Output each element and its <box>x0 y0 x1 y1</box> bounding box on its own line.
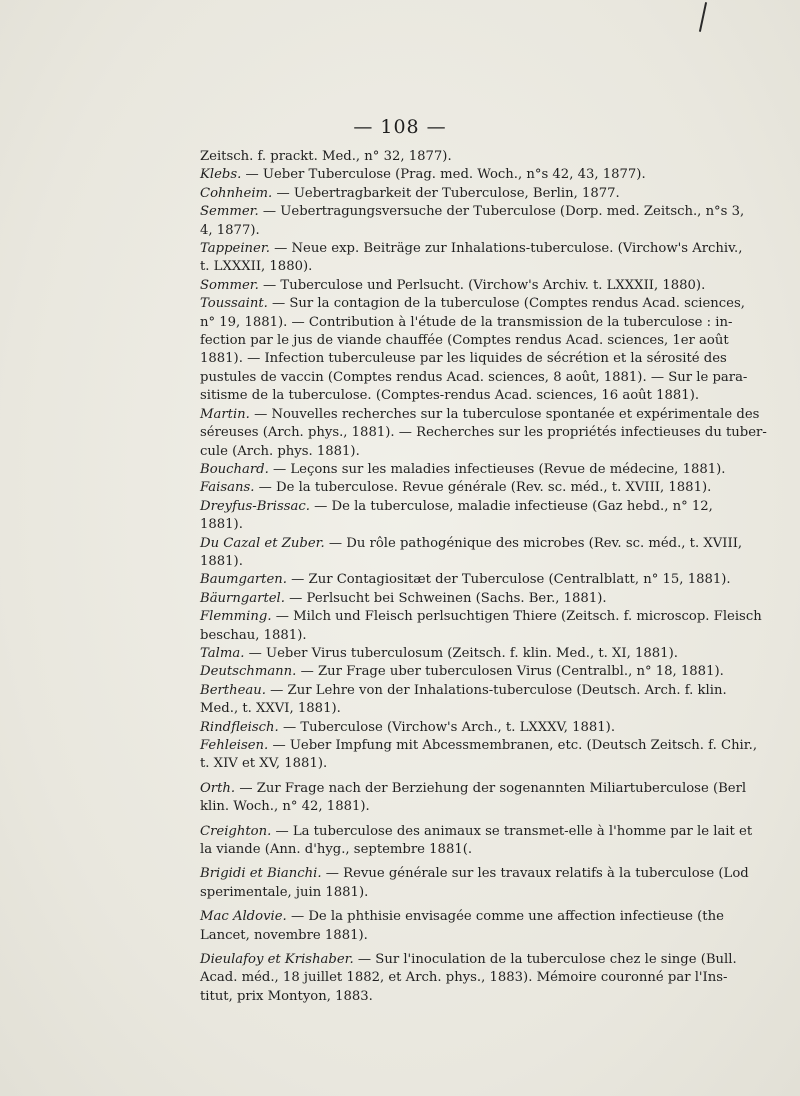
entry-author: Fehleisen. <box>200 738 269 753</box>
entry-text: t. XIV et XV, 1881). <box>200 756 328 772</box>
entry-line <box>200 798 656 816</box>
entry-text: 4, 1877). <box>200 222 260 238</box>
entry-author: Cohnheim. <box>200 185 273 201</box>
entry-line <box>200 927 656 945</box>
entry-text: fection par le jus de viande chauffée (Comptes rendus Acad. sciences, 1er août <box>200 333 729 349</box>
bibliography-entry <box>200 571 731 589</box>
entry-line <box>200 780 747 798</box>
entry-line <box>200 240 743 258</box>
entry-text: n° 19, 1881). — Contribution à l'étude de la transmission de la tuberculose : in- <box>200 314 733 330</box>
bibliography-entry <box>200 203 745 240</box>
entry-text: — De la tuberculose. Revue générale (Rev. sc. méd., t. XVIII, 1881). <box>258 480 712 496</box>
bibliography-entry <box>200 148 656 166</box>
entry-line <box>200 951 737 969</box>
entry-line <box>200 516 656 534</box>
entry-author: Dreyfus-Brissac. <box>200 498 310 514</box>
entry-author: Dieulafoy et Krishaber. <box>200 952 354 968</box>
entry-line <box>200 369 748 387</box>
entry-text: — Ueber Impfung mit Abcessmembranen, etc. (Deutsch Zeitsch. f. Chir., <box>272 738 758 753</box>
entry-text: — Zur Lehre von der Inhalations-tuberculose (Deutsch. Arch. f. klin. <box>270 682 727 698</box>
entry-text: sitisme de la tuberculose. (Comptes-rendus Acad. sciences, 16 août 1881). <box>200 388 700 404</box>
entry-line <box>200 387 700 405</box>
entry-line <box>200 443 656 461</box>
entry-author: Bertheau. <box>200 682 266 698</box>
entry-text: 1881). <box>200 517 243 533</box>
bibliography-entry <box>200 780 747 817</box>
entry-line <box>200 682 727 700</box>
entry-text: — Milch und Fleisch perlsuchtigen Thiere (Zeitsch. f. microscop. Fleisch <box>275 609 762 625</box>
entry-text: — La tuberculose des animaux se transmet-elle à l'homme par le lait et <box>275 823 753 839</box>
entry-line <box>200 314 733 332</box>
entry-author: Mac Aldovie. <box>200 909 287 925</box>
entry-text: t. LXXXII, 1880). <box>200 259 313 275</box>
entry-text: — Zur Contagiositæt der Tuberculose (Centralblatt, n° 15, 1881). <box>291 572 731 588</box>
entry-line <box>200 884 656 902</box>
entry-line <box>200 295 745 313</box>
bibliography-entry <box>200 663 724 681</box>
entry-author: Tappeiner. <box>200 241 270 257</box>
entry-line <box>200 166 656 184</box>
entry-text: la viande (Ann. d'hyg., septembre 1881(. <box>200 842 473 858</box>
entry-line <box>200 908 724 926</box>
bibliography-entry <box>200 608 762 645</box>
entry-text: — De la phthisie envisagée comme une affection infectieuse (the <box>290 909 724 925</box>
bibliography-entry <box>200 240 743 277</box>
entry-line <box>200 203 745 221</box>
entry-line <box>200 571 731 589</box>
entry-text: — Leçons sur les maladies infectieuses (Revue de médecine, 1881). <box>273 461 726 477</box>
entry-text: Med., t. XXVI, 1881). <box>200 701 341 717</box>
entry-line <box>200 277 706 295</box>
entry-author: Baumgarten. <box>200 572 287 588</box>
bibliography-entry <box>200 719 656 737</box>
entry-author: Martin. <box>200 406 250 422</box>
entry-line <box>200 332 729 350</box>
bibliography-entry <box>200 406 767 461</box>
entry-author: Du Cazal et Zuber. <box>200 535 325 551</box>
entry-text: titut, prix Montyon, 1883. <box>200 988 373 1004</box>
entry-line <box>200 865 749 883</box>
bibliography-entry <box>200 908 724 945</box>
entry-line <box>200 823 753 841</box>
entry-text: — Sur la contagion de la tuberculose (Comptes rendus Acad. sciences, <box>272 296 745 312</box>
entry-line <box>200 479 712 497</box>
entry-text: — Nouvelles recherches sur la tuberculose spontanée et expérimentale des <box>254 406 760 422</box>
entry-line <box>200 700 656 718</box>
bibliography-entry <box>200 479 712 497</box>
entry-text: — Uebertragungsversuche der Tuberculose (Dorp. med. Zeitsch., n°s 3, <box>262 204 745 220</box>
entry-author: Creighton. <box>200 823 272 839</box>
entry-line <box>200 406 760 424</box>
entry-text: Acad. méd., 18 juillet 1882, et Arch. phys., 1883). Mémoire couronné par l'Ins- <box>200 970 728 986</box>
bibliography-entry <box>200 277 706 295</box>
entry-line <box>200 627 656 645</box>
entry-line <box>200 424 767 442</box>
entry-line <box>200 645 678 663</box>
entry-line <box>200 608 762 626</box>
entry-line <box>200 553 656 571</box>
entry-line <box>200 148 656 166</box>
bibliography-entry <box>200 682 727 719</box>
bibliography-entry <box>200 498 713 535</box>
entry-line <box>200 258 656 276</box>
entry-text: — Tuberculose (Virchow's Arch., t. LXXXV, 1881). <box>282 719 616 735</box>
entry-author: Toussaint. <box>200 296 268 312</box>
entry-text: — Ueber Virus tuberculosum (Zeitsch. f. klin. Med., t. XI, 1881). <box>248 645 678 661</box>
entry-author: Bäurngartel. <box>200 590 285 606</box>
entry-author: Orth. <box>200 780 236 796</box>
bibliography-entry <box>200 823 753 860</box>
entry-author: Flemming. <box>200 609 272 625</box>
bibliography-entry <box>200 865 749 902</box>
entry-text: 1881). — Infection tuberculeuse par les liquides de sécrétion et la sérosité des <box>200 351 727 367</box>
entry-text: — Ueber Tuberculose (Prag. med. Woch., n°s 42, 43, 1877). <box>245 167 646 183</box>
bibliography-entry <box>200 951 737 1006</box>
entry-text: klin. Woch., n° 42, 1881). <box>200 799 370 815</box>
entry-line <box>200 988 656 1006</box>
entry-line <box>200 350 727 368</box>
entry-text: — Sur l'inoculation de la tuberculose chez le singe (Bull. <box>357 952 737 968</box>
entry-text: 1881). <box>200 553 243 569</box>
bibliography-entry <box>200 590 656 608</box>
entry-author: Semmer. <box>200 204 259 220</box>
page-number: — 108 — <box>353 116 447 138</box>
entry-text: — De la tuberculose, maladie infectieuse (Gaz hebd., n° 12, <box>314 498 713 514</box>
bibliography-entry <box>200 535 743 572</box>
entry-line <box>200 755 656 773</box>
bibliography-entry <box>200 645 678 663</box>
entry-text: — Zur Frage nach der Berziehung der sogenannten Miliartuberculose (Berl <box>239 780 747 796</box>
entry-author: Deutschmann. <box>200 664 297 680</box>
entry-text: — Zur Frage uber tuberculosen Virus (Centralbl., n° 18, 1881). <box>300 664 724 680</box>
entry-text: Lancet, novembre 1881). <box>200 927 368 943</box>
entry-text: — Uebertragbarkeit der Tuberculose, Berlin, 1877. <box>276 185 620 201</box>
entry-text: pustules de vaccin (Comptes rendus Acad. sciences, 8 août, 1881). — Sur le para- <box>200 369 748 385</box>
entry-text: Zeitsch. f. prackt. Med., n° 32, 1877). <box>200 149 452 164</box>
pen-mark <box>699 2 707 32</box>
bibliography-entry <box>200 737 758 774</box>
entry-line <box>200 498 713 516</box>
entry-author: Brigidi et Bianchi. <box>200 866 322 882</box>
entry-line <box>200 185 656 203</box>
entry-line <box>200 222 656 240</box>
entry-author: Talma. <box>200 645 245 661</box>
bibliography-entry <box>200 295 748 405</box>
bibliography-entry <box>200 461 726 479</box>
entry-line <box>200 969 728 987</box>
entry-text: cule (Arch. phys. 1881). <box>200 443 360 459</box>
entry-line <box>200 461 726 479</box>
entry-line <box>200 663 724 681</box>
entry-author: Rindfleisch. <box>200 719 279 735</box>
entry-line <box>200 590 656 608</box>
bibliography-entry <box>200 185 656 203</box>
entry-text: — Tuberculose und Perlsucht. (Virchow's Archiv. t. LXXXII, 1880). <box>263 277 706 293</box>
entry-text: — Revue générale sur les travaux relatifs à la tuberculose (Lod <box>325 866 749 882</box>
entry-author: Faisans. <box>200 480 255 496</box>
entry-line <box>200 535 743 553</box>
entry-line <box>200 719 656 737</box>
entry-line <box>200 841 656 859</box>
entry-text: — Neue exp. Beiträge zur Inhalations-tuberculose. (Virchow's Archiv., <box>274 241 743 257</box>
entry-text: — Perlsucht bei Schweinen (Sachs. Ber., 1881). <box>289 590 607 606</box>
entry-text: séreuses (Arch. phys., 1881). — Recherches sur les propriétés infectieuses du tuber- <box>200 425 767 441</box>
bibliography-entry <box>200 166 656 184</box>
bibliography-list <box>200 148 767 1006</box>
entry-text: beschau, 1881). <box>200 627 307 643</box>
entry-author: Bouchard. <box>200 461 269 477</box>
entry-author: Klebs. <box>200 167 242 183</box>
entry-text: sperimentale, juin 1881). <box>200 884 369 900</box>
entry-line <box>200 737 758 755</box>
entry-text: — Du rôle pathogénique des microbes (Rev. sc. méd., t. XVIII, <box>328 535 743 551</box>
entry-author: Sommer. <box>200 277 259 293</box>
